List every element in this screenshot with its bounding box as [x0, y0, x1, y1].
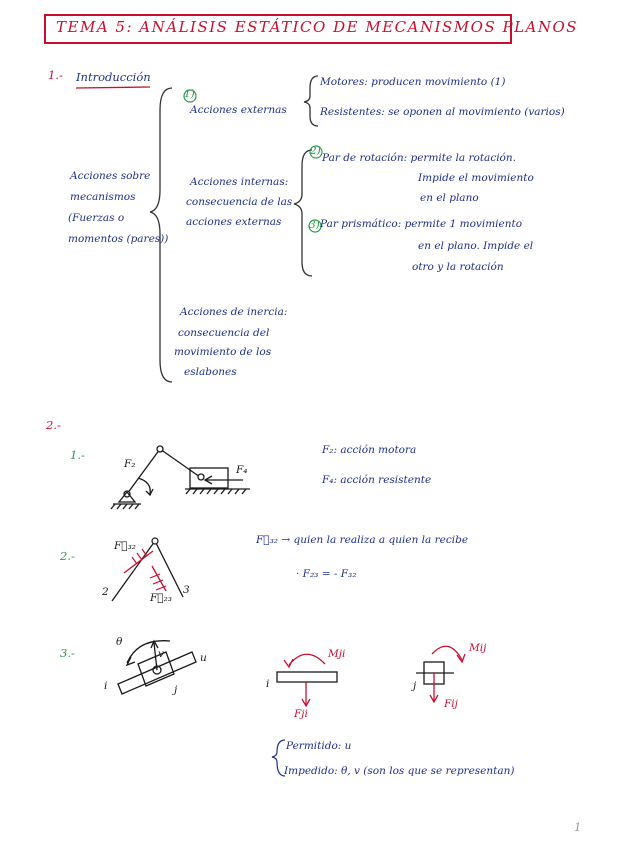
u-label: u	[200, 652, 207, 664]
i-label: i	[104, 680, 108, 692]
f4-label: F₄	[236, 464, 248, 476]
acciones-line-3: (Fuerzas o	[68, 212, 125, 224]
v-label: v	[158, 648, 164, 660]
j-label: j	[174, 684, 178, 696]
f2-note: F₂: acción motora	[322, 444, 417, 456]
inercia-line-1: Acciones de inercia:	[180, 306, 288, 318]
item-1-number: 1.-	[70, 448, 85, 462]
externas-marker: 1)	[184, 88, 195, 100]
f32-label: F⃗₃₂	[114, 540, 137, 552]
acciones-line-1: Acciones sobre	[70, 170, 151, 182]
f2-label: F₂	[124, 458, 136, 470]
item-2-number: 2.-	[60, 549, 75, 563]
section-2-number: 2.-	[46, 418, 61, 432]
f23-label: F⃗₂₃	[150, 592, 173, 604]
par-rotacion-line-2: Impide el movimiento	[418, 172, 534, 184]
inercia-line-3: movimiento de los	[174, 346, 272, 358]
internas-line-2: consecuencia de las	[186, 196, 293, 208]
section-1-number: 1.-	[48, 68, 63, 82]
page-number: 1	[574, 820, 582, 834]
mij-diagram	[416, 646, 465, 702]
f32-note: F⃗₃₂ → quien la realiza a quien la recibe	[256, 534, 469, 546]
f23-note: · F₂₃ = - F₃₂	[296, 568, 357, 580]
fij-label: Fij	[444, 698, 458, 710]
permitido-text: Permitido: u	[286, 740, 352, 752]
par-prismatico-line-1: Par prismático: permite 1 movimiento	[320, 218, 523, 230]
page-title: TEMA 5: ANÁLISIS ESTÁTICO DE MECANISMOS PLANOS	[56, 18, 579, 36]
f4-note: F₄: acción resistente	[322, 474, 432, 486]
motores-brace	[304, 76, 318, 126]
mechanism-1	[111, 446, 250, 509]
mji-label: Mji	[328, 648, 346, 660]
motores-text: Motores: producen movimiento (1)	[320, 76, 506, 88]
i2-label: i	[266, 678, 270, 690]
externas-label: Acciones externas	[190, 104, 287, 116]
par-prismatico-line-3: otro y la rotación	[412, 261, 504, 273]
acciones-line-2: mecanismos	[70, 191, 136, 203]
j2-label: j	[413, 680, 417, 692]
par-prismatico-marker: 3)	[309, 219, 320, 231]
mij-label: Mij	[469, 642, 487, 654]
section-1-heading: Introducción	[76, 70, 151, 84]
par-rotacion-line-3: en el plano	[420, 192, 479, 204]
resistentes-text: Resistentes: se oponen al movimiento (varios)	[320, 106, 565, 118]
inercia-line-4: eslabones	[184, 366, 237, 378]
mji-diagram	[277, 654, 337, 706]
par-rotacion-line-1: Par de rotación: permite la rotación.	[322, 152, 516, 164]
mechanism-3	[118, 641, 196, 694]
internas-line-3: acciones externas	[186, 216, 282, 228]
link-3-label: 3	[183, 584, 190, 596]
item-3-number: 3.-	[60, 646, 75, 660]
fji-label: Fji	[294, 708, 308, 720]
internas-brace	[294, 150, 312, 276]
par-rotacion-marker: 2)	[310, 145, 321, 157]
internas-line-1: Acciones internas:	[190, 176, 289, 188]
heading-underline	[76, 87, 150, 88]
link-2-label: 2	[102, 586, 109, 598]
inercia-line-2: consecuencia del	[178, 327, 270, 339]
par-prismatico-line-2: en el plano. Impide el	[418, 240, 534, 252]
acciones-line-4: momentos (pares))	[68, 233, 169, 245]
impedido-text: Impedido: θ, v (son los que se representan)	[284, 765, 515, 777]
theta-label: θ	[116, 636, 123, 648]
